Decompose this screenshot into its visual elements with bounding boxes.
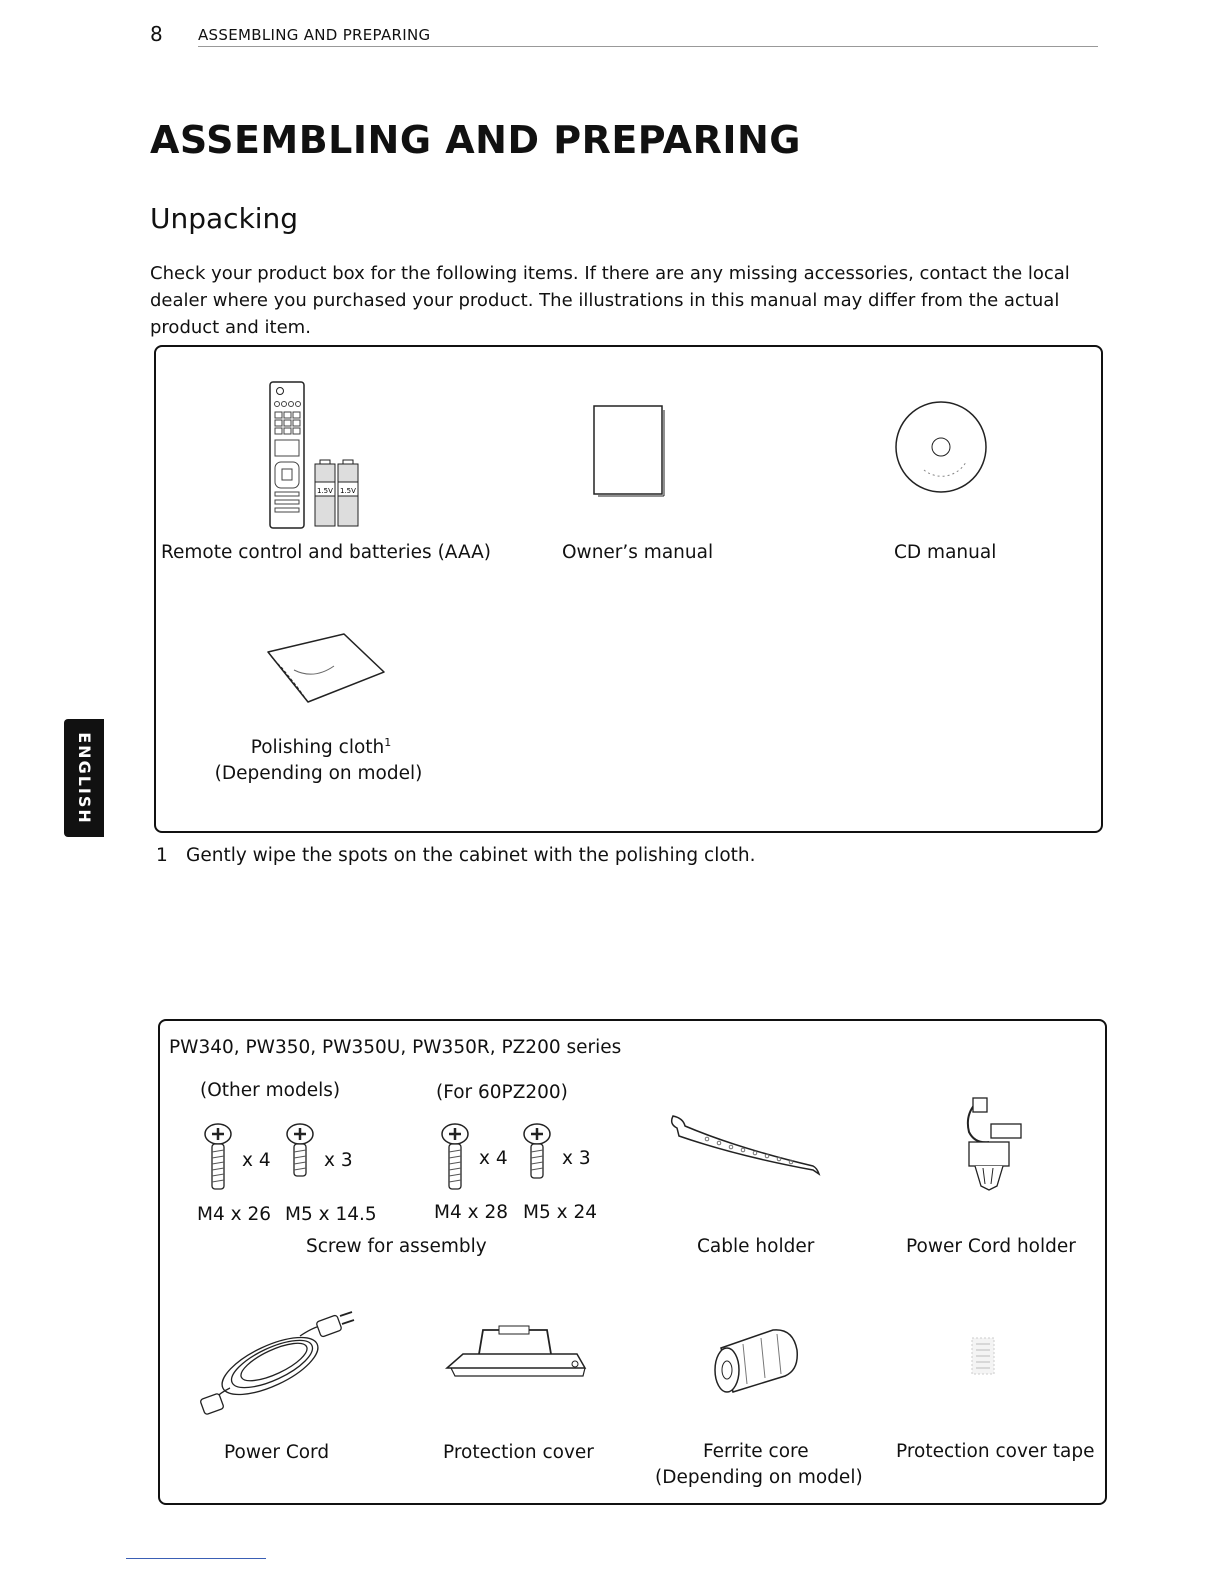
protection-tape-icon <box>968 1336 998 1376</box>
bottom-rule <box>126 1558 266 1559</box>
page-number: 8 <box>150 22 163 46</box>
power-cord-label: Power Cord <box>224 1442 330 1463</box>
screw-size-1: M4 x 26 <box>197 1204 271 1225</box>
cd-icon <box>894 400 990 496</box>
ferrite-core-note: (Depending on model) <box>655 1467 863 1488</box>
manual-label: Owner’s manual <box>562 542 714 563</box>
power-cord-holder-label: Power Cord holder <box>906 1236 1076 1257</box>
language-tab <box>64 719 104 837</box>
cloth-label <box>221 736 421 758</box>
footnote-number: 1 <box>156 845 168 866</box>
language-tab-label: ENGLISH <box>74 731 94 825</box>
cable-holder-label: Cable holder <box>697 1236 815 1257</box>
screw-size-4: M5 x 24 <box>523 1202 597 1223</box>
for-model-label: (For 60PZ200) <box>436 1082 568 1103</box>
screw-qty-4: x 3 <box>562 1148 591 1169</box>
header-rule <box>198 46 1098 47</box>
power-cord-holder-icon <box>955 1096 1030 1192</box>
intro-paragraph: Check your product box for the following items. If there are any missing accessories, contact the local dealer where you purchased your product. The illustrations in this manual may differ from the actual product and item. <box>150 263 1070 338</box>
cd-label: CD manual <box>894 542 997 563</box>
ferrite-core-icon <box>707 1326 803 1396</box>
footnote-text: Gently wipe the spots on the cabinet with the polishing cloth. <box>186 845 756 866</box>
screw-icon <box>440 1122 474 1192</box>
screw-size-3: M4 x 28 <box>434 1202 508 1223</box>
cable-holder-icon <box>667 1112 822 1178</box>
battery-label-2: 1.5V <box>340 487 356 495</box>
protection-tape-label: Protection cover tape <box>896 1441 1095 1462</box>
screw-size-2: M5 x 14.5 <box>285 1204 377 1225</box>
cloth-footnote-ref: 1 <box>384 736 392 749</box>
screw-qty-3: x 4 <box>479 1148 508 1169</box>
cloth-note: (Depending on model) <box>214 763 423 784</box>
remote-battery-icon <box>268 382 363 530</box>
manual-icon <box>592 404 667 498</box>
screw-label: Screw for assembly <box>306 1236 487 1257</box>
cloth-label-text: Polishing cloth <box>250 737 385 759</box>
battery-label-1: 1.5V <box>317 487 333 495</box>
other-models-label: (Other models) <box>200 1080 341 1101</box>
cloth-icon <box>264 630 388 706</box>
running-header: ASSEMBLING AND PREPARING <box>198 26 431 44</box>
protection-cover-label: Protection cover <box>443 1442 594 1463</box>
screw-icon <box>522 1122 556 1182</box>
page-title: ASSEMBLING AND PREPARING <box>150 118 801 162</box>
screw-icon <box>203 1122 237 1192</box>
ferrite-core-label: Ferrite core <box>703 1441 809 1462</box>
screw-qty-2: x 3 <box>324 1150 353 1171</box>
remote-label: Remote control and batteries (AAA) <box>161 542 492 563</box>
series-label: PW340, PW350, PW350U, PW350R, PZ200 series <box>169 1037 622 1058</box>
section-heading: Unpacking <box>150 202 299 235</box>
screw-qty-1: x 4 <box>242 1150 271 1171</box>
screw-icon <box>285 1122 319 1182</box>
power-cord-icon <box>200 1310 360 1420</box>
protection-cover-icon <box>443 1326 588 1380</box>
